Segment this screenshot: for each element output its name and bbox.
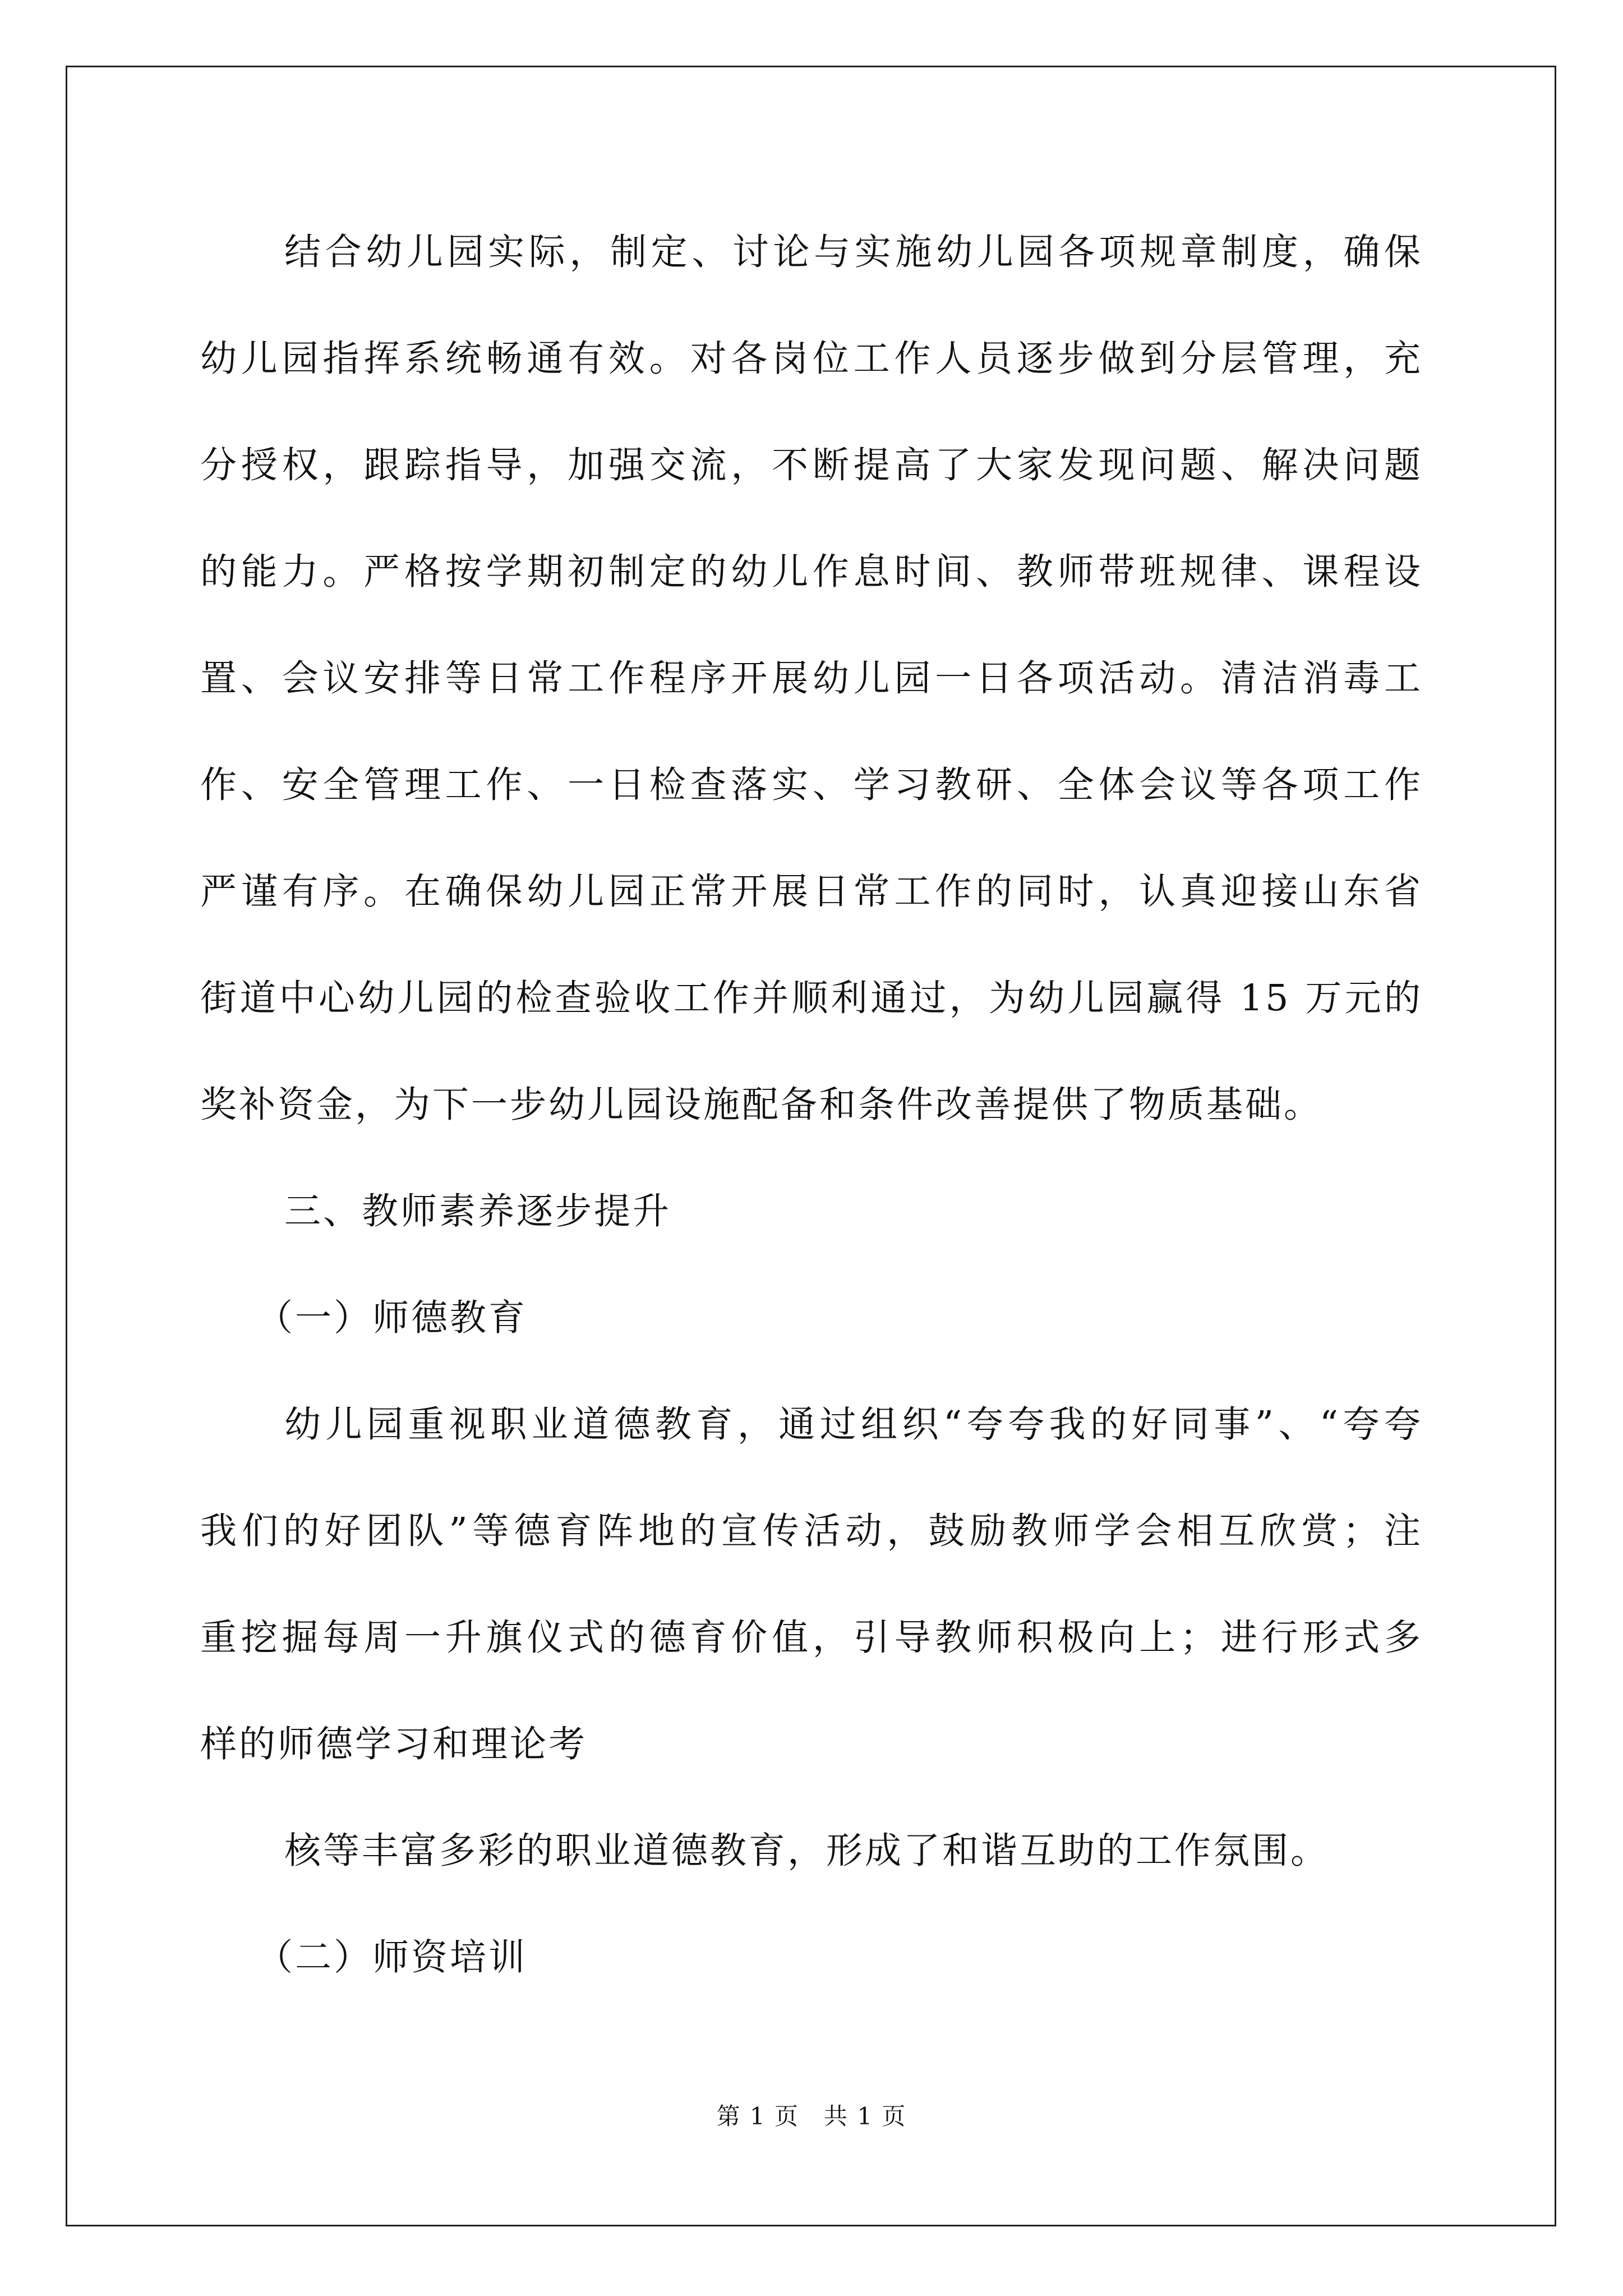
paragraph-line: 奖补资金，为下一步幼儿园设施配备和条件改善提供了物质基础。 bbox=[200, 1084, 1323, 1126]
paragraph-line: 重挖掘每周一升旗仪式的德育价值，引导教师积极向上；进行形式多 bbox=[200, 1617, 1423, 1659]
paragraph-line: 置、会议安排等日常工作程序开展幼儿园一日各项活动。清洁消毒工 bbox=[200, 657, 1423, 700]
document-body bbox=[200, 199, 1423, 2011]
paragraph-ethics-continued bbox=[200, 1798, 1423, 1904]
paragraph-line: 我们的好团队”等德育阵地的宣传活动，鼓励教师学会相互欣赏；注 bbox=[200, 1510, 1423, 1552]
paragraph-line: 严谨有序。在确保幼儿园正常开展日常工作的同时，认真迎接山东省 bbox=[200, 871, 1423, 913]
paragraph-line: 的能力。严格按学期初制定的幼儿作息时间、教师带班规律、课程设 bbox=[200, 551, 1423, 593]
subsection-heading: （二）师资培训 bbox=[256, 1936, 528, 1978]
paragraph-line: 结合幼儿园实际，制定、讨论与实施幼儿园各项规章制度，确保 bbox=[284, 231, 1423, 273]
paragraph-line: 作、安全管理工作、一日检查落实、学习教研、全体会议等各项工作 bbox=[200, 764, 1423, 806]
paragraph-line: 样的师德学习和理论考 bbox=[200, 1723, 588, 1765]
paragraph-line: 分授权，跟踪指导，加强交流，不断提高了大家发现问题、解决问题 bbox=[200, 444, 1423, 486]
paragraph-line: 幼儿园重视职业道德教育，通过组织“夸夸我的好同事”、“夸夸 bbox=[284, 1404, 1423, 1446]
paragraph-line: 幼儿园指挥系统畅通有效。对各岗位工作人员逐步做到分层管理，充 bbox=[200, 338, 1423, 380]
section-heading: 三、教师素养逐步提升 bbox=[284, 1190, 672, 1232]
paragraph-line: 街道中心幼儿园的检查验收工作并顺利通过，为幼儿园赢得 15 万元的 bbox=[200, 977, 1423, 1019]
subsection-heading: （一）师德教育 bbox=[256, 1297, 528, 1339]
paragraph-line: 核等丰富多彩的职业道德教育，形成了和谐互助的工作氛围。 bbox=[284, 1830, 1330, 1872]
page-number-footer: 第 1 页 共 1 页 bbox=[716, 2102, 907, 2130]
paragraph-management bbox=[200, 199, 1423, 1158]
paragraph-ethics bbox=[200, 1372, 1423, 1798]
